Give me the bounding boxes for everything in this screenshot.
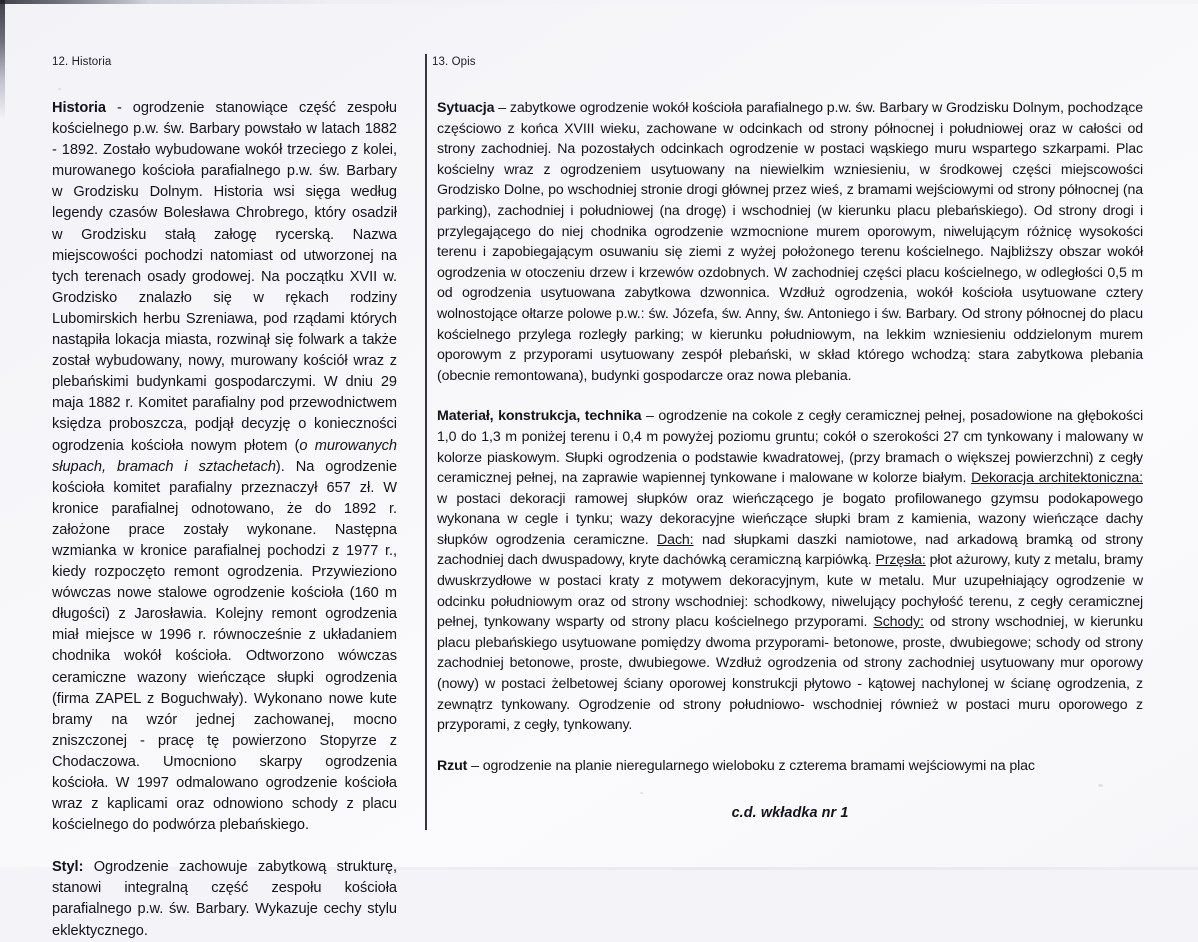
column-opis <box>437 98 1143 776</box>
heading-sytuacja: Sytuacja <box>437 100 495 116</box>
scan-edge-top <box>0 0 1198 4</box>
rzut-separator: – <box>467 757 483 774</box>
historia-body-part-1: ogrodzenie stanowiące część zespołu kościelnego p.w. św. Barbary powstało w latach 1882 - 1892. Zostało wybudowane wokół trzeciego z kolei, murowanego kościoła parafialnego p.w. św. Barbary w Grodzisku Dolnym. Historia wsi sięga według legendy czasów Bolesława Chrobrego, który osadził w Grodzisku stałą załogę rycerską. Nazwa miejscowości pochodzi natomiast od utworzonej na tych terenach osady grodowej. Na początku XVII w. Grodzisko znalazło się w rękach rodziny Lubomirskich herbu Szreniawa, pod rządami których nastąpiła lokacja miasta, rozwinął się folwark a także został wybudowany, nowy, murowany kościół wraz z plebańskimi budynkami gospodarczymi. W dniu 29 maja 1882 r. Komitet parafialny pod przewodnictwem księdza proboszcza, podjął decyzję o konieczności ogrodzenia kościoła nowym płotem ( <box>52 100 398 454</box>
heading-rzut: Rzut <box>437 757 468 774</box>
material-body-run-8: od strony wschodniej, w kierunku placu plebańskiego usytuowane pomiędzy dwoma przyporami- betonowe, proste, dwubiegowe; schody od strony zachodniej betonowe, proste, dwubiegowe. Wzdłuż ogrodzenia od strony zachodniej usytuowany mur oporowy (nowy) w postaci żelbetowej ściany oporowej konstrukcji płytowo - kątowej nachylonej w ścianę ogrodzenia, z zewnątrz tynkowany. Ogrodzenie od strony południowo- wschodniej również w postaci muru oporowego z przyporami, z cegły, tynkowany. <box>437 614 1143 734</box>
material-body-run-2: w postaci dekoracji ramowej słupków oraz wieńczącego je bogato profilowanego gzymsu podokapowego wykonana w cegle i tynku; wazy dekoracyjne wieńczące słupki bram z kamienia, wazony wieńczące dachy słupków ogrodzenia ceramiczne. <box>437 490 1143 548</box>
heading-material-konstrukcja-technika: Materiał, konstrukcja, technika <box>437 408 642 425</box>
field-number-row <box>0 56 1198 78</box>
material-separator: – <box>641 408 659 425</box>
continuation-note: c.d. wkładka nr 1 <box>731 805 849 821</box>
field-label-historia: 12. Historia <box>52 56 112 68</box>
subheading-schody: Schody: <box>873 614 924 631</box>
sytuacja-body: zabytkowe ogrodzenie wokół kościoła parafialnego p.w. św. Barbary w Grodzisku Dolnym, pochodzące częściowo z końca XVIII wieku, zachowane w odcinkach od strony północnej i południowej oraz w całości od strony zachodniej. Na pozostałych odcinkach ogrodzenie w postaci wąskiego muru wspartego szkarpami. Plac kościelny wraz z ogrodzeniem usytuowany na niewielkim wzniesieniu, w środkowej części miejscowości Grodzisko Dolne, po wschodniej stronie drogi głównej przez wieś, z bramami wejściowymi od strony północnej (na parking), zachodniej i południowej (na drogę) i wschodniej (w kierunku placu plebańskiego). Od strony drogi i przylegającego do niej chodnika ogrodzenie wzmocnione murem oporowym, niwelującym różnicę wysokości terenu i zapobiegającym osuwaniu się ziemi z wyżej położonego terenu kościelnego. Najbliższy obszar wokół ogrodzenia w otoczeniu drzew i krzewów ozdobnych. W zachodniej części placu kościelnego, w odległości 0,5 m od ogrodzenia usytuowana zabytkowa dzwonnica. Wzdłuż ogrodzenia, wokół kościoła usytuowane cztery wolnostojące ołtarze polowe p.w.: św. Józefa, św. Anny, św. Antoniego i św. Barbary. Od strony północnej do placu kościelnego przylega rozległy parking; w kierunku południowym, na lekkim wzniesieniu oddzielonym murem oporowym z przyporami usytuowany zespół plebański, w skład którego wchodzą: stara zabytkowa plebania (obecnie remontowana), budynki gospodarcze oraz nowa plebania. <box>437 100 1143 384</box>
historia-separator: - <box>105 100 133 116</box>
subheading-dach: Dach: <box>657 531 694 548</box>
subheading-przesla: Przęsła: <box>875 552 926 569</box>
paragraph-historia <box>52 98 397 836</box>
paragraph-material-konstrukcja-technika <box>437 406 1143 736</box>
styl-body: Ogrodzenie zachowuje zabytkową strukturę, stanowi integralną część zespołu kościoła parafialnego p.w. św. Barbary. Wykazuje cechy stylu eklektycznego. <box>52 859 397 939</box>
column-divider-rule <box>425 54 427 830</box>
heading-historia: Historia <box>52 100 106 116</box>
heading-styl: Styl: <box>52 859 84 876</box>
material-body-run-4: nad słupkami daszki namiotowe, nad arkadową bramką od strony zachodniej dach dwuspadowy, kryte dachówką ceramiczną karpiówką. <box>437 531 1143 569</box>
material-body-run-0: ogrodzenie na cokole z cegły ceramicznej pełnej, posadowione na głębokości 1,0 do 1,3 m poniżej terenu i 0,4 m powyżej poziomu gruntu; cokół o szerokości 27 cm tynkowany i malowany w kolorze piaskowym. Słupki ogrodzenia o podstawie kwadratowej, (przy bramach o większej powierzchni) z cegły ceramicznej pełnej, na zaprawie wapiennej tynkowane i malowane w kolorze białym. <box>437 408 1143 487</box>
paragraph-rzut <box>437 756 1143 777</box>
scan-speck <box>1098 784 1103 787</box>
styl-separator <box>83 859 93 875</box>
historia-body-italic-quote: o murowanych słupach, bramach i sztachetach <box>52 437 397 475</box>
scan-speck <box>640 792 643 794</box>
column-historia <box>52 98 397 942</box>
material-body-run-6: płot ażurowy, kuty z metalu, bramy dwuskrzydłowe w postaci kraty z motywem dekoracyjnym, kute w metalu. Mur uzupełniający ogrodzenie w odcinku południowym oraz od strony wschodniej: schodkowy, niwelujący pochyłość terenu, z cegły ceramicznej pełnej, tynkowany wsparty od strony placu kościelnego przyporami. <box>437 552 1143 631</box>
sytuacja-separator: – <box>494 100 510 116</box>
rzut-body: ogrodzenie na planie nieregularnego wieloboku z czterema bramami wejściowymi na plac <box>482 757 1035 774</box>
field-label-opis: 13. Opis <box>432 56 476 68</box>
paragraph-sytuacja <box>437 98 1143 386</box>
historia-body-part-2: ). Na ogrodzenie kościoła komitet parafialny przeznaczył 657 zł. W kronice parafialnej odnotowano, że do 1892 r. założone prace zostały wykonane. Następna wzmianka w kronice parafialnej pochodzi z 1977 r., kiedy rozpoczęto remont ogrodzenia. Przywieziono wówczas nowe stalowe ogrodzenie kościoła (160 m długości) z Jarosławia. Kolejny remont ogrodzenia miał miejsce w 1996 r. równocześnie z układaniem chodnika wokół kościoła. Odtworzono wówczas ceramiczne wazony wieńczące słupki ogrodzenia (firma ZAPEL z Boguchwały). Wykonano nowe kute bramy na wzór jednej zachowanej, mocno zniszczonej - pracę tę powierzono Stopyrze z Chodaczowa. Umocniono skarpy ogrodzenia kościoła. W 1997 odmalowano ogrodzenie kościoła wraz z kaplicami oraz odnowiono schody z placu kościelnego do podwórza plebańskiego. <box>52 458 398 834</box>
scan-speck <box>58 88 61 90</box>
subheading-dekoracja-architektoniczna: Dekoracja architektoniczna: <box>971 470 1143 487</box>
